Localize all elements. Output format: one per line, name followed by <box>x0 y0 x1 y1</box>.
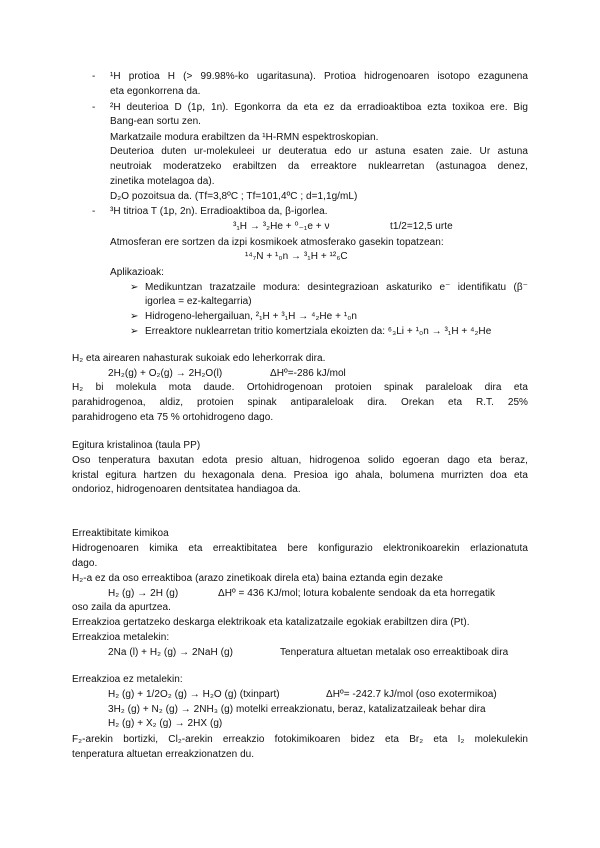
nonmetals-equation: H₂ (g) + X₂ (g) → 2HX (g) <box>108 718 223 729</box>
bullet-dash: - <box>92 206 96 217</box>
dissociation-text: ΔHº = 436 KJ/mol; lotura kobalente sendoak da eta horregatik <box>218 588 496 599</box>
arrow-bullet-icon: ➢ <box>130 326 139 337</box>
h2-paragraph-line: parahidrogenoa, aldiz, protoien spinak antiparaleloak dira. Orekan eta R.T. 25% <box>72 397 528 408</box>
nonmetals-enthalpy: ΔHº= -242.7 kJ/mol (oso exotermikoa) <box>326 689 497 700</box>
deuterium-line: Markatzaile modura erabiltzen da ¹H-RMN espektroskopian. <box>110 132 379 143</box>
bullet-dash: - <box>92 71 96 82</box>
reactivity-final-line: tenperatura altuetan erreakzionatzen du. <box>72 749 255 760</box>
application-item: igorlea = ez-kaltegarria) <box>145 296 252 307</box>
nonmetals-equation: 3H₂ (g) + N₂ (g) → 2NH₃ (g) motelki erreakzionatu, beraz, katalizatzaileak behar dira <box>108 704 486 715</box>
reactivity-final-line: F₂-arekin bortizki, Cl₂-arekin erreakzio fotokimikoaren bidez eta Br₂ eta I₂ molekulekin <box>72 734 528 745</box>
applications-title: Aplikazioak: <box>110 267 164 278</box>
deuterium-line: Deuterioa duten ur-molekuleei ur deuteratua edo ur astuna esaten zaie. Ur astuna <box>110 146 528 157</box>
deuterium-line: zinetika motelagoa da). <box>110 176 215 187</box>
application-item: Erreaktore nuklearretan tritio komertziala ekoizten da: ⁶₃Li + ¹₀n → ³₁H + ⁴₂He <box>145 326 492 337</box>
h2-line: H₂ eta airearen nahasturak sukoiak edo leherkorrak dira. <box>72 353 326 364</box>
tritium-line: Atmosferan ere sortzen da izpi kosmikoek atmosferako gasekin topatzean: <box>110 237 444 248</box>
reactivity-line: dago. <box>72 558 98 569</box>
deuterium-line: neutroiak moderatzeko erabiltzen da erreaktore nuklearretan (astunagoa denez, <box>110 161 528 172</box>
metals-equation: 2Na (l) + H₂ (g) → 2NaH (g) <box>108 647 233 658</box>
crystal-line: ondorioz, hidrogenoaren dentsitatea handiagoa da. <box>72 484 301 495</box>
crystal-title: Egitura kristalinoa (taula PP) <box>72 440 201 451</box>
tritium-half-life: t1/2=12,5 urte <box>390 221 453 232</box>
reactivity-title: Erreaktibitate kimikoa <box>72 528 169 539</box>
bullet-dash: - <box>92 102 96 113</box>
crystal-line: Oso tenperatura baxutan edota presio altuan, hidrogenoa solido egoeran dago eta beraz, <box>72 455 528 466</box>
metals-title: Erreakzioa metalekin: <box>72 632 170 643</box>
crystal-line: kristal egitura hartzen du hexagonala dena. Presioa igo ahala, bolumena murrizten doa eta <box>72 470 528 481</box>
h2-paragraph-line: parahidrogeno eta 75 % ortohidrogeno dago. <box>72 412 274 423</box>
reactivity-line: Hidrogenoaren kimika eta erreaktibitatea bere konfigurazio elektronikoarekin erlazionatuta <box>72 543 528 554</box>
reactivity-line: Erreakzioa gertatzeko deskarga elektrikoak eta katalizatzaile egokiak erabiltzen dira (Pt). <box>72 617 470 628</box>
h2-paragraph-line: H₂ bi molekula mota daude. Ortohidrogenoan protoien spinak paraleloak dira eta <box>72 382 528 393</box>
application-item: Hidrogeno-lehergailuan, ²₁H + ³₁H → ⁴₂He + ¹₀n <box>145 311 358 322</box>
application-item: Medikuntzan trazatzaile modura: desintegrazioan askaturiko e⁻ identifikatu (β⁻ <box>145 282 528 293</box>
reactivity-line: H₂-a ez da oso erreaktiboa (arazo zinetikoak direla eta) baina eztanda egin dezake <box>72 573 443 584</box>
tritium-decay-equation: ³₁H → ³₂He + ⁰₋₁e + ν <box>233 221 330 232</box>
reactivity-line: oso zaila da apurtzea. <box>72 602 171 613</box>
dissociation-equation: H₂ (g) → 2H (g) <box>108 588 179 599</box>
deuterium-line: Bang-ean sortu zen. <box>110 116 202 127</box>
tritium-line: ³H titrioa T (1p, 2n). Erradioaktiboa da, β-igorlea. <box>110 206 328 217</box>
metals-text: Tenperatura altuetan metalak oso erreaktiboak dira <box>280 647 509 658</box>
protium-line: ¹H protioa H (> 99.98%-ko ugaritasuna). Protioa hidrogenoaren isotopo ezagunena <box>110 71 528 82</box>
protium-line: eta egonkorrena da. <box>110 86 201 97</box>
nonmetals-title: Erreakzioa ez metalekin: <box>72 674 183 685</box>
h2-combustion-equation: 2H₂(g) + O₂(g) → 2H₂O(l) <box>108 368 223 379</box>
deuterium-line: ²H deuterioa D (1p, 1n). Egonkorra da eta ez da erradioaktiboa ezta toxikoa ere. Big <box>110 102 528 113</box>
deuterium-line: D₂O pozoitsua da. (Tf=3,8ºC ; Tf=101,4ºC ; d=1,1g/mL) <box>110 191 358 202</box>
h2-combustion-enthalpy: ΔHº=-286 kJ/mol <box>270 368 346 379</box>
arrow-bullet-icon: ➢ <box>130 311 139 322</box>
nonmetals-equation: H₂ (g) + 1/2O₂ (g) → H₂O (g) (txinpart) <box>108 689 280 700</box>
tritium-atmos-equation: ¹⁴₇N + ¹₀n → ³₁H + ¹²₆C <box>245 251 348 262</box>
arrow-bullet-icon: ➢ <box>130 282 139 293</box>
